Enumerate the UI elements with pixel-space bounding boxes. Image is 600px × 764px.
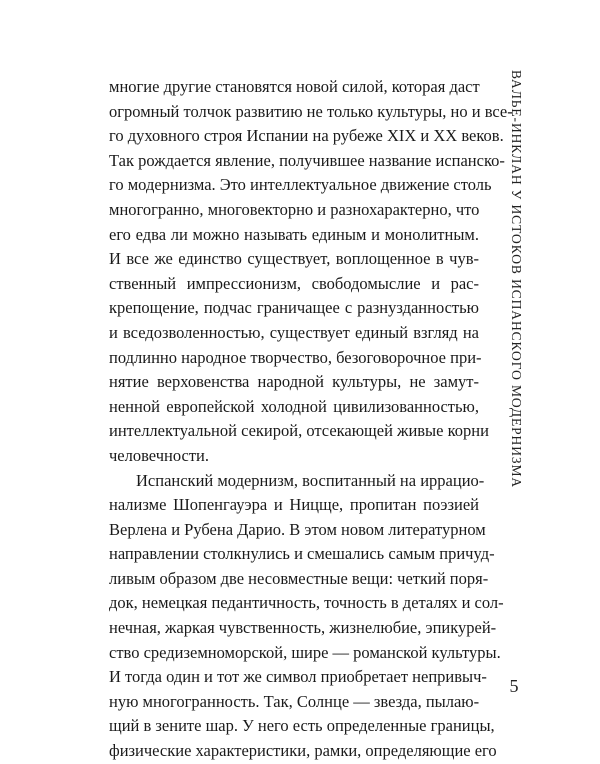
text-line: огромный толчок развитию не только культуры, но и все- xyxy=(109,101,513,121)
text-line: нализме Шопенгауэра и Ницще, пропитан поэзией xyxy=(109,495,479,515)
text-line: и вседозволенностью, существует единый взгляд на xyxy=(109,322,479,342)
text-line: ственный импрессионизм, свободомыслие и рас- xyxy=(109,273,479,293)
text-line: ство средиземноморской, шире — романской культуры. xyxy=(109,642,501,662)
text-line: нятие верховенства народной культуры, не замут- xyxy=(109,372,479,392)
paragraph-2 xyxy=(109,469,504,764)
text-line: нечная, жаркая чувственность, жизнелюбие, эпикурей- xyxy=(109,618,497,638)
text-line: го духовного строя Испании на рубеже XIX и XX веков. xyxy=(109,126,504,146)
text-line: крепощение, подчас граничащее с разнузданностью xyxy=(109,298,479,318)
text-line: ненной европейской холодной цивилизованностью, xyxy=(109,396,479,416)
text-line: ливым образом две несовместные вещи: четкий поря- xyxy=(109,568,489,588)
text-line: Верлена и Рубена Дарио. В этом новом литературном xyxy=(109,519,486,539)
text-line: док, немецкая педантичность, точность в деталях и сол- xyxy=(109,593,504,613)
text-line: его едва ли можно называть единым и монолитным. xyxy=(109,224,479,244)
text-line: Так рождается явление, получившее название испанско- xyxy=(109,150,505,170)
body-text xyxy=(109,75,513,764)
text-line: подлинно народное творчество, безоговорочное при- xyxy=(109,347,482,367)
text-line: И все же единство существует, воплощенное в чув- xyxy=(109,249,479,269)
text-line: щий в зените шар. У него есть определенные границы, xyxy=(109,716,495,736)
paragraph-1 xyxy=(109,75,513,469)
text-line: многогранно, многовекторно и разнохарактерно, что xyxy=(109,199,480,219)
text-line: Испанский модернизм, воспитанный на иррацио- xyxy=(136,470,485,490)
text-line: физические характеристики, рамки, определяющие его xyxy=(109,741,497,761)
text-line: человечности. xyxy=(109,445,209,465)
text-line: направлении столкнулись и смешались самым причуд- xyxy=(109,544,495,564)
page-number: 5 xyxy=(509,676,519,696)
text-line: ную многогранность. Так, Солнце — звезда, пылаю- xyxy=(109,691,480,711)
text-line: И тогда один и тот же символ приобретает непривыч- xyxy=(109,667,487,687)
running-head: ВАЛЬЕ-ИНКЛАН У ИСТОКОВ ИСПАНСКОГО МОДЕРНИЗМА xyxy=(509,70,524,489)
text-line: интеллектуальной секирой, отсекающей живые корни xyxy=(109,421,489,441)
text-line: го модернизма. Это интеллектуальное движение столь xyxy=(109,175,492,195)
text-line: многие другие становятся новой силой, которая даст xyxy=(109,77,480,96)
